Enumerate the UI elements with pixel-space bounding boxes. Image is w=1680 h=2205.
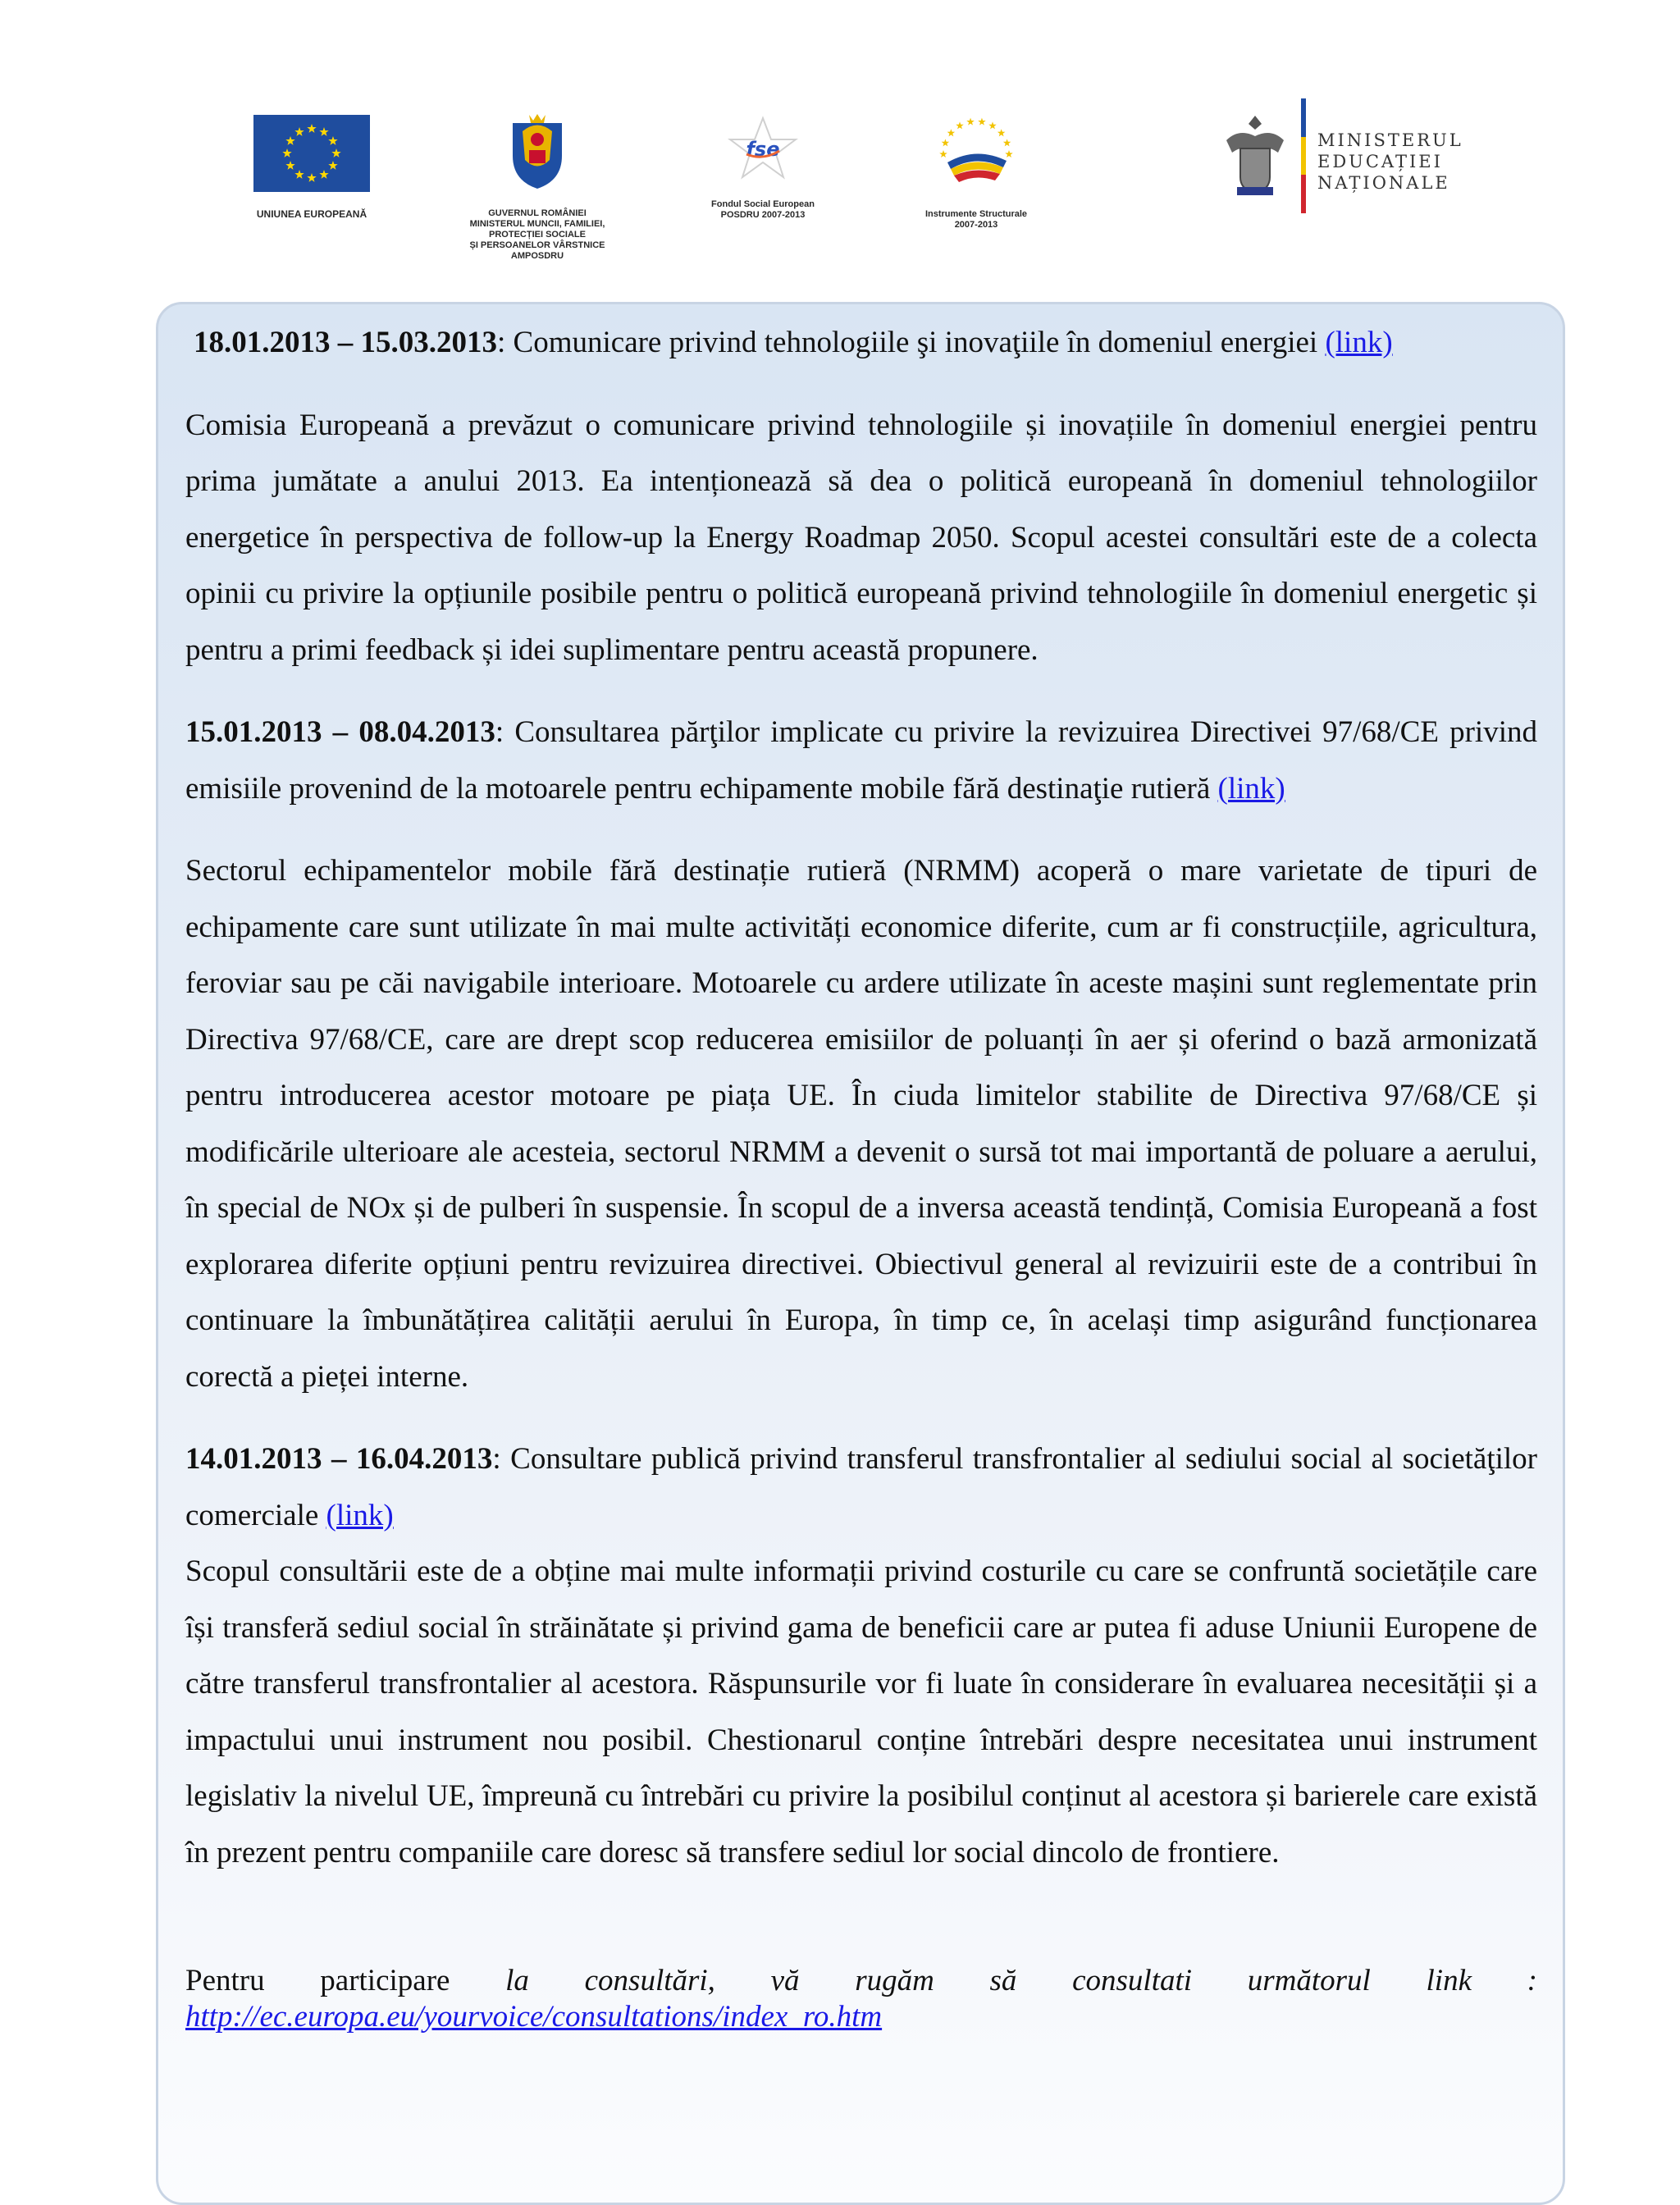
government-caption-line: MINISTERUL MUNCII, FAMILIEI, — [469, 219, 605, 229]
consultation-body: Scopul consultării este de a obține mai multe informații privind costurile cu care se confruntă societățile care își transferă sediul social în străinătate și privind gama de beneficii care ar putea fi aduse Uniunii Europene de către transferul transfrontalier al acestora. Răspunsurile vor fi luate în considerare în evaluarea necesității și a impactului unui instrument nou posibil. Chestionarul conține întrebări despre necesitatea unui instrument legislativ la nivelul UE, împreună cu întrebări cu privire la posibilul conținut al acestora și barierele care există în prezent pentru companiile care doresc să transfere sediul lor social dincolo de frontiere. — [185, 1554, 1537, 1869]
footer-url-line — [185, 1999, 1537, 2035]
structural-star-icon — [947, 129, 956, 136]
consultation-link[interactable]: (link) — [1325, 326, 1393, 359]
fse-caption — [681, 199, 845, 221]
fse-logo — [681, 115, 845, 221]
consultation-body: Sectorul echipamentelor mobile fără destinație rutieră (NRMM) acoperă o mare varietate de tipuri de echipamente care sunt utilizate în mai multe activități economice diferite, cum ar fi construcțiile, agricultura, feroviar sau pe căi navigabile interioare. Motoarele cu ardere utilizate în aceste mașini sunt reglementate prin Directiva 97/68/CE, care are drept scop reducerea emisiilor de poluanți în aer și oferind o bază armonizată pentru introducerea acestor motoare pe piața UE. În ciuda limitelor stabilite de Directiva 97/68/CE și modificările ulterioare ale acesteia, sectorul NRMM a devenit o sursă tot mai importantă de poluare a aerului, în special de NOx și de pulberi în suspensie. În scopul de a inversa această tendință, Comisia Europeană a fost explorarea diferite opțiuni pentru revizuirea directivei. Obiectivul general al revizuirii este de a contribui în continuare la îmbunătățirea calității aerului în Europa, în timp ce, în același timp asigurând funcționarea corectă a pieței interne. — [185, 854, 1537, 1394]
coat-of-arms-icon — [504, 111, 570, 193]
tricolor-red — [1301, 175, 1306, 213]
consultation-link[interactable]: (link) — [326, 1498, 394, 1532]
eu-flag-icon — [253, 115, 370, 192]
ministry-name-line: EDUCAȚIEI — [1317, 152, 1443, 171]
svg-text:fse: fse — [746, 138, 780, 161]
structural-star-icon — [966, 118, 975, 126]
footer-italic: la consultări, vă rugăm să consultati următorul link : — [505, 1964, 1537, 1997]
eu-logo-caption: UNIUNEA EUROPEANĂ — [256, 208, 368, 220]
eu-logo — [246, 115, 377, 220]
structural-star-icon — [998, 129, 1006, 136]
consultation-heading — [185, 315, 1537, 372]
government-caption-line: GUVERNUL ROMÂNIEI — [488, 208, 587, 218]
government-caption — [447, 208, 628, 262]
fse-caption-line: Fondul Social European — [711, 199, 815, 209]
consultation-dates: 14.01.2013 – 16.04.2013 — [185, 1442, 493, 1476]
ministry-name-line: NAȚIONALE — [1317, 173, 1450, 193]
footer-participation — [185, 1963, 1537, 1999]
government-caption-line: ȘI PERSOANELOR VÂRSTNICE — [469, 240, 605, 250]
structural-star-icon — [978, 118, 986, 126]
ministry-name — [1317, 130, 1463, 194]
consultation-heading — [185, 705, 1537, 817]
ministry-education-logo — [1222, 97, 1463, 220]
romanian-government-logo — [447, 111, 628, 262]
ministry-tricolor-bar — [1301, 98, 1306, 213]
consultation-title: : Consultare publică privind transferul transfrontalier al sediului social al societăţilor comerciale — [185, 1442, 1537, 1532]
structural-instruments-logo — [906, 113, 1046, 231]
consultations-url-link[interactable]: http://ec.europa.eu/yourvoice/consultations/index_ro.htm — [185, 2000, 883, 2034]
structural-star-icon — [1003, 139, 1011, 146]
consultation-title: : Consultarea părţilor implicate cu privire la revizuirea Directivei 97/68/CE privind emisiile provenind de la motoarele pentru echipamente mobile fără destinaţie rutieră — [185, 715, 1537, 806]
tricolor-blue — [1301, 98, 1306, 137]
ministry-name-line: MINISTERUL — [1317, 130, 1463, 150]
consultation-dates: 15.01.2013 – 08.04.2013 — [185, 715, 495, 749]
government-caption-line: PROTECȚIEI SOCIALE — [489, 230, 586, 240]
structural-instruments-icon — [931, 113, 1021, 195]
header-logos — [0, 0, 1680, 279]
structural-star-icon — [1005, 150, 1013, 158]
consultation-body: Comisia Europeană a prevăzut o comunicare privind tehnologiile și inovațiile în domeniul energiei pentru prima jumătate a anului 2013. Ea intenționează să dea o politică europeană în domeniul tehnologiilor energetice în perspectiva de follow-up la Energy Roadmap 2050. Scopul acestei consultări este de a colecta opinii cu privire la opțiunile posibile pentru o politică europeană privind tehnologiile în domeniul energetic și pentru a primi feedback și idei suplimentare pentru această propunere. — [185, 408, 1537, 667]
structural-instruments-caption-line: 2007-2013 — [954, 220, 998, 230]
structural-star-icon — [939, 150, 947, 158]
fse-star-icon — [722, 115, 804, 180]
structural-star-icon — [988, 121, 997, 129]
consultations-list — [185, 315, 1537, 2035]
eu-stars-icon — [253, 115, 370, 192]
consultation-dates: 18.01.2013 – 15.03.2013 — [194, 326, 497, 359]
consultation-title: : Comunicare privind tehnologiile şi inovaţiile în domeniul energiei — [497, 326, 1326, 359]
consultation-link[interactable]: (link) — [1217, 771, 1285, 806]
consultation-heading — [185, 1431, 1537, 1544]
government-caption-line: AMPOSDRU — [510, 251, 564, 261]
tricolor-yellow — [1301, 137, 1306, 176]
structural-instruments-caption — [906, 209, 1046, 231]
footer-lead: Pentru participare — [185, 1964, 506, 1997]
structural-instruments-caption-line: Instrumente Structurale — [924, 209, 1028, 219]
structural-star-icon — [956, 121, 964, 129]
fse-caption-line: POSDRU 2007-2013 — [720, 210, 806, 220]
ministry-eagle-icon — [1222, 112, 1288, 202]
structural-star-icon — [942, 139, 950, 146]
